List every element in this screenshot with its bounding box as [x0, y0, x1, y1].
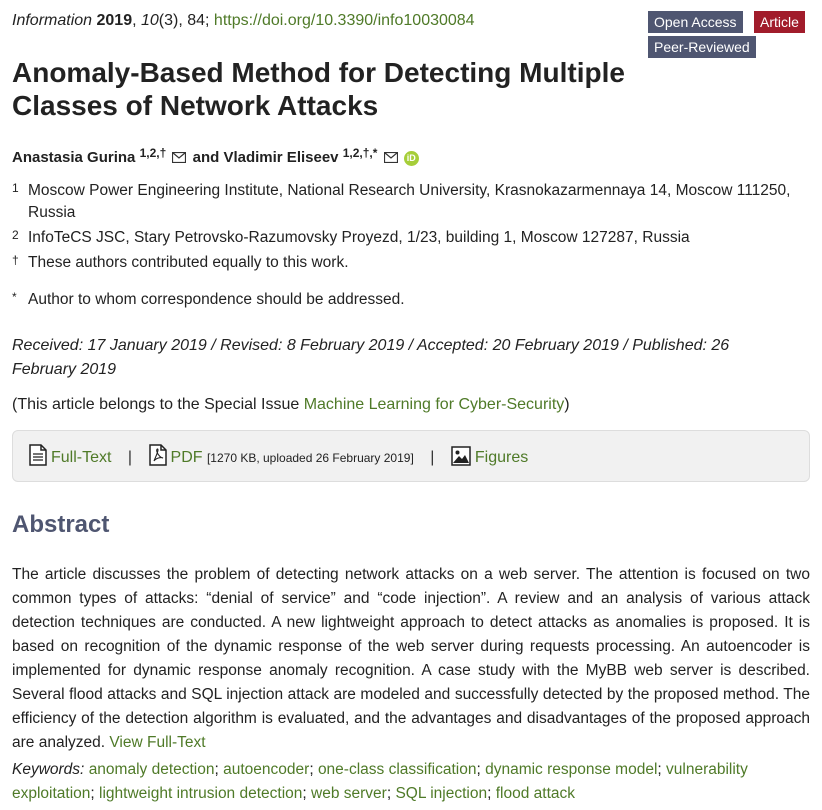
author-affiliation-sup: 1,2,†: [139, 146, 167, 160]
fulltext-link[interactable]: Full-Text: [51, 449, 112, 466]
document-icon[interactable]: [29, 444, 47, 474]
view-fulltext-link[interactable]: View Full-Text: [109, 734, 206, 751]
keyword-link[interactable]: lightweight intrusion detection: [99, 785, 303, 802]
special-issue-link[interactable]: Machine Learning for Cyber-Security: [303, 396, 565, 413]
affiliation-text: These authors contributed equally to this work.: [28, 254, 349, 271]
abstract-text: The article discusses the problem of detecting network attacks on a web server. The attention is focused on two common types of attacks: “denial of service” and “code injection”. A review and an analysis of various attack detection techniques are conducted. A new lightweight approach to detect attacks as anomalies is proposed. It is based on recognition of the dynamic response of the web server during requests processing. An autoencoder is implemented for dynamic response anomaly recognition. A case study with the MyBB web server is described. Several flood attacks and SQL injection attack are modeled and successfully detected by the proposed method. The efficiency of the detection algorithm is evaluated, and the advantages and disadvantages of the proposed approach are analyzed. View Full-Text: [12, 566, 810, 751]
keyword-link[interactable]: flood attack: [495, 785, 575, 802]
citation-line: Information 2019, 10(3), 84; https://doi.org/10.3390/info10030084: [12, 12, 475, 29]
keyword-link[interactable]: autoencoder: [223, 761, 310, 778]
affiliation-marker: 2: [12, 228, 19, 242]
affiliation-item: [12, 180, 810, 224]
author-conjunction: and: [192, 149, 220, 166]
affiliation-marker: 1: [12, 181, 19, 195]
citation-volume: 10: [140, 12, 159, 29]
keyword-link[interactable]: web server: [311, 785, 387, 802]
pdf-icon[interactable]: [149, 444, 167, 474]
citation-year: 2019: [96, 12, 133, 29]
special-issue-note: (This article belongs to the Special Issue Machine Learning for Cyber-Security): [12, 396, 570, 413]
keyword-link[interactable]: one-class classification: [317, 761, 477, 778]
author-list: [12, 143, 419, 169]
affiliations: [12, 180, 810, 314]
affiliation-item: [12, 289, 810, 311]
publication-dates: Received: 17 January 2019 / Revised: 8 February 2019 / Accepted: 20 February 2019 / Published: 26 February 2019: [12, 337, 730, 378]
keyword-link[interactable]: SQL injection: [395, 785, 488, 802]
mail-icon[interactable]: [384, 149, 398, 169]
keyword-link[interactable]: dynamic response model: [485, 761, 658, 778]
affiliation-marker: *: [12, 290, 17, 304]
affiliation-text: Author to whom correspondence should be addressed.: [28, 291, 405, 308]
affiliation-marker: †: [12, 253, 19, 267]
affiliation-item: [12, 252, 810, 274]
pdf-size-info: [1270 KB, uploaded 26 February 2019]: [206, 451, 414, 465]
journal-name: Information: [12, 12, 93, 29]
keywords: Keywords: anomaly detection; autoencoder; one-class classification; dynamic response model; vulnerability exploitation; lightweight intrusion detection; web server; SQL injection; flood attack: [12, 761, 748, 802]
image-icon[interactable]: [451, 446, 471, 474]
doi-link[interactable]: https://doi.org/10.3390/info10030084: [213, 12, 475, 29]
article-title: Anomaly-Based Method for Detecting Multiple Classes of Network Attacks: [12, 57, 625, 121]
author-affiliation-sup: 1,2,†,*: [342, 146, 378, 160]
mail-icon[interactable]: [172, 149, 186, 169]
affiliation-item: [12, 227, 810, 249]
affiliation-text: Moscow Power Engineering Institute, National Research University, Krasnokazarmennaya 14, Moscow 111250, Russia: [28, 182, 791, 221]
article-type-badge: Article: [754, 11, 805, 33]
pdf-link[interactable]: PDF: [170, 449, 203, 466]
author-name[interactable]: Anastasia Gurina: [12, 149, 136, 166]
citation-issue: (3), 84;: [158, 12, 214, 29]
orcid-icon[interactable]: iD: [404, 151, 419, 166]
open-access-badge[interactable]: Open Access: [648, 11, 743, 33]
peer-reviewed-badge[interactable]: Peer-Reviewed: [648, 36, 756, 58]
keyword-link[interactable]: vulnerability exploitation: [12, 761, 748, 802]
affiliation-text: InfoTeCS JSC, Stary Petrovsko-Razumovsky Proyezd, 1/23, building 1, Moscow 127287, Russia: [28, 229, 690, 246]
abstract-heading: Abstract: [12, 511, 110, 538]
download-links-box: Full-Text | PDF [1270 KB, uploaded 26 February 2019] | Figures: [12, 430, 810, 482]
keyword-link[interactable]: anomaly detection: [88, 761, 215, 778]
figures-link[interactable]: Figures: [474, 449, 529, 466]
author-name[interactable]: Vladimir Eliseev: [223, 149, 339, 166]
keywords-label: Keywords:: [12, 761, 85, 778]
